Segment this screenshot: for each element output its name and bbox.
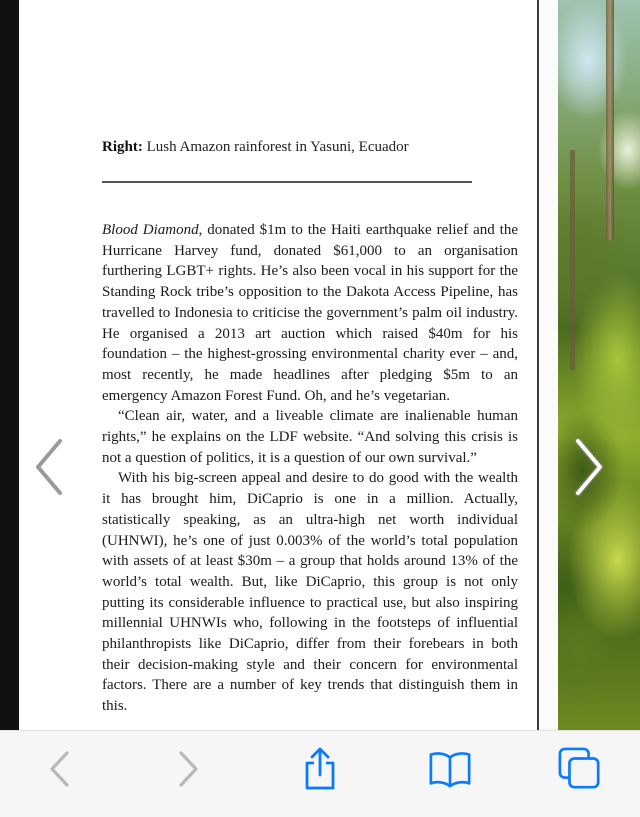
back-button[interactable] <box>38 747 82 791</box>
book-icon <box>428 749 472 789</box>
tabs-icon <box>558 746 602 792</box>
article-paragraph: “Clean air, water, and a liveable climate are inalienable human rights,” he explains on the LDF website. “And solving this crisis is not a question of politics, it is a question of our own survival.” <box>102 408 518 466</box>
paragraph-text: , donated $1m to the Haiti earthquake relief and the Hurricane Harvey fund, donated $61,000 to an organisation furthering LGBT+ rights. He’s also been vocal in his support for the Standing Rock tribe’s opposition to the Dakota Access Pipeline, has travelled to Indonesia to criticise the government’s palm oil industry. He organised a 2013 art auction which raised $40m for his foundation – the highest-grossing environmental charity ever – and, most recently, he made headlines after pledging $5m to an emergency Amazon Forest Fund. Oh, and he’s vegetarian. <box>102 222 518 404</box>
chevron-left-icon <box>30 435 70 499</box>
previous-page-button[interactable] <box>28 432 72 502</box>
bookmarks-button[interactable] <box>428 747 472 791</box>
article-paragraph: With his big-screen appeal and desire to do good with the wealth it has brought him, DiCaprio is one in a million. Actually, statistically speaking, as an ultra-high net worth individual (UHNWI), he’s one of just 0.003% of the world’s total population with assets of at least $30m – a group that holds around 13% of the world’s total wealth. But, like DiCaprio, this group is not only putting its considerable influence to practical use, but also inspiring millennial UHNWIs who, following in the footsteps of influential philanthropists like DiCaprio, differ from their forebears in both their decision-making style and their concern for environmental factors. There are a number of key trends that distinguish them in this. <box>102 470 518 715</box>
film-title: Blood Diamond <box>102 222 199 238</box>
caption-label: Right: <box>102 139 143 155</box>
browser-toolbar <box>0 730 640 817</box>
chevron-right-icon <box>568 435 608 499</box>
article-body <box>102 220 518 717</box>
article-paragraph <box>102 220 518 406</box>
photo-caption <box>102 139 482 156</box>
next-page-button[interactable] <box>566 432 610 502</box>
share-button[interactable] <box>298 747 342 791</box>
rainforest-photo <box>558 0 640 730</box>
page-edge <box>537 0 558 730</box>
forward-button[interactable] <box>166 747 210 791</box>
caption-divider <box>102 181 472 183</box>
caption-text: Lush Amazon rainforest in Yasuni, Ecuador <box>146 139 409 155</box>
share-icon <box>300 747 340 791</box>
forward-arrow-icon <box>175 749 201 789</box>
tabs-button[interactable] <box>558 747 602 791</box>
back-arrow-icon <box>47 749 73 789</box>
left-page-margin <box>0 0 19 730</box>
